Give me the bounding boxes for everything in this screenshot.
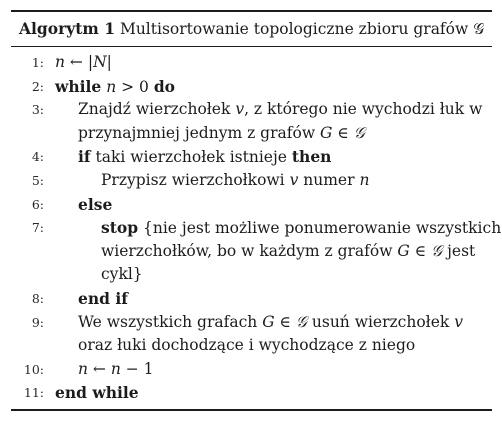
line-text: przynajmniej jednym z grafów G ∈ 𝒢 — [78, 123, 365, 142]
line-text: We wszystkich grafach G ∈ 𝒢 usuń wierzchołek v — [78, 312, 463, 331]
algorithm-line — [11, 358, 492, 382]
line-text: if taki wierzchołek istnieje then — [78, 147, 332, 167]
line-text: oraz łuki dochodzące i wychodzące z niego — [78, 336, 416, 355]
line-text: else — [78, 194, 113, 214]
line-number: 10: — [23, 361, 44, 377]
line-number: 7: — [31, 220, 44, 236]
algorithm-line — [11, 193, 492, 217]
algorithm-line — [11, 381, 492, 405]
line-text: n ← |N| — [55, 53, 112, 71]
algorithm-line — [11, 98, 492, 122]
algorithm-line — [11, 216, 502, 240]
bottom-rule — [11, 409, 492, 411]
line-text: stop {nie jest możliwe ponumerowanie wszystkich — [101, 218, 502, 238]
algorithm-line — [11, 169, 492, 193]
line-number: 9: — [31, 314, 44, 330]
line-text: end while — [55, 383, 139, 403]
line-text: cykl} — [101, 265, 143, 284]
line-number: 4: — [31, 149, 44, 165]
line-number: 3: — [31, 102, 44, 118]
line-text: Znajdź wierzchołek v, z którego nie wychodzi łuk w — [78, 100, 483, 119]
algorithm-line — [11, 263, 492, 287]
line-text: end if — [78, 288, 128, 308]
line-text: wierzchołków, bo w każdym z grafów G ∈ 𝒢 jest — [101, 241, 476, 260]
line-number: 8: — [31, 290, 44, 306]
line-number: 5: — [31, 172, 44, 188]
line-number: 11: — [23, 385, 44, 401]
algorithm-line — [11, 122, 492, 146]
line-number: 6: — [31, 196, 44, 212]
line-text: Przypisz wierzchołkowi v numer n — [101, 170, 370, 189]
algorithm-line — [11, 145, 492, 169]
line-number: 2: — [31, 78, 44, 94]
algorithm-lines — [11, 47, 502, 409]
algorithm-line — [11, 334, 492, 358]
line-text: n ← n − 1 — [78, 359, 154, 378]
algorithm-line — [11, 51, 492, 75]
algorithm-line — [11, 287, 492, 311]
algorithm-box — [11, 10, 502, 411]
algorithm-title: Multisortowanie topologiczne zbioru grafów 𝒢 — [119, 20, 485, 38]
algorithm-line — [11, 311, 492, 335]
algorithm-caption — [11, 12, 492, 46]
algorithm-line — [11, 240, 492, 264]
line-number: 1: — [31, 55, 44, 70]
line-text: while n > 0 do — [55, 76, 176, 96]
algorithm-line — [11, 75, 492, 99]
algorithm-label: Algorytm 1 — [19, 19, 116, 38]
